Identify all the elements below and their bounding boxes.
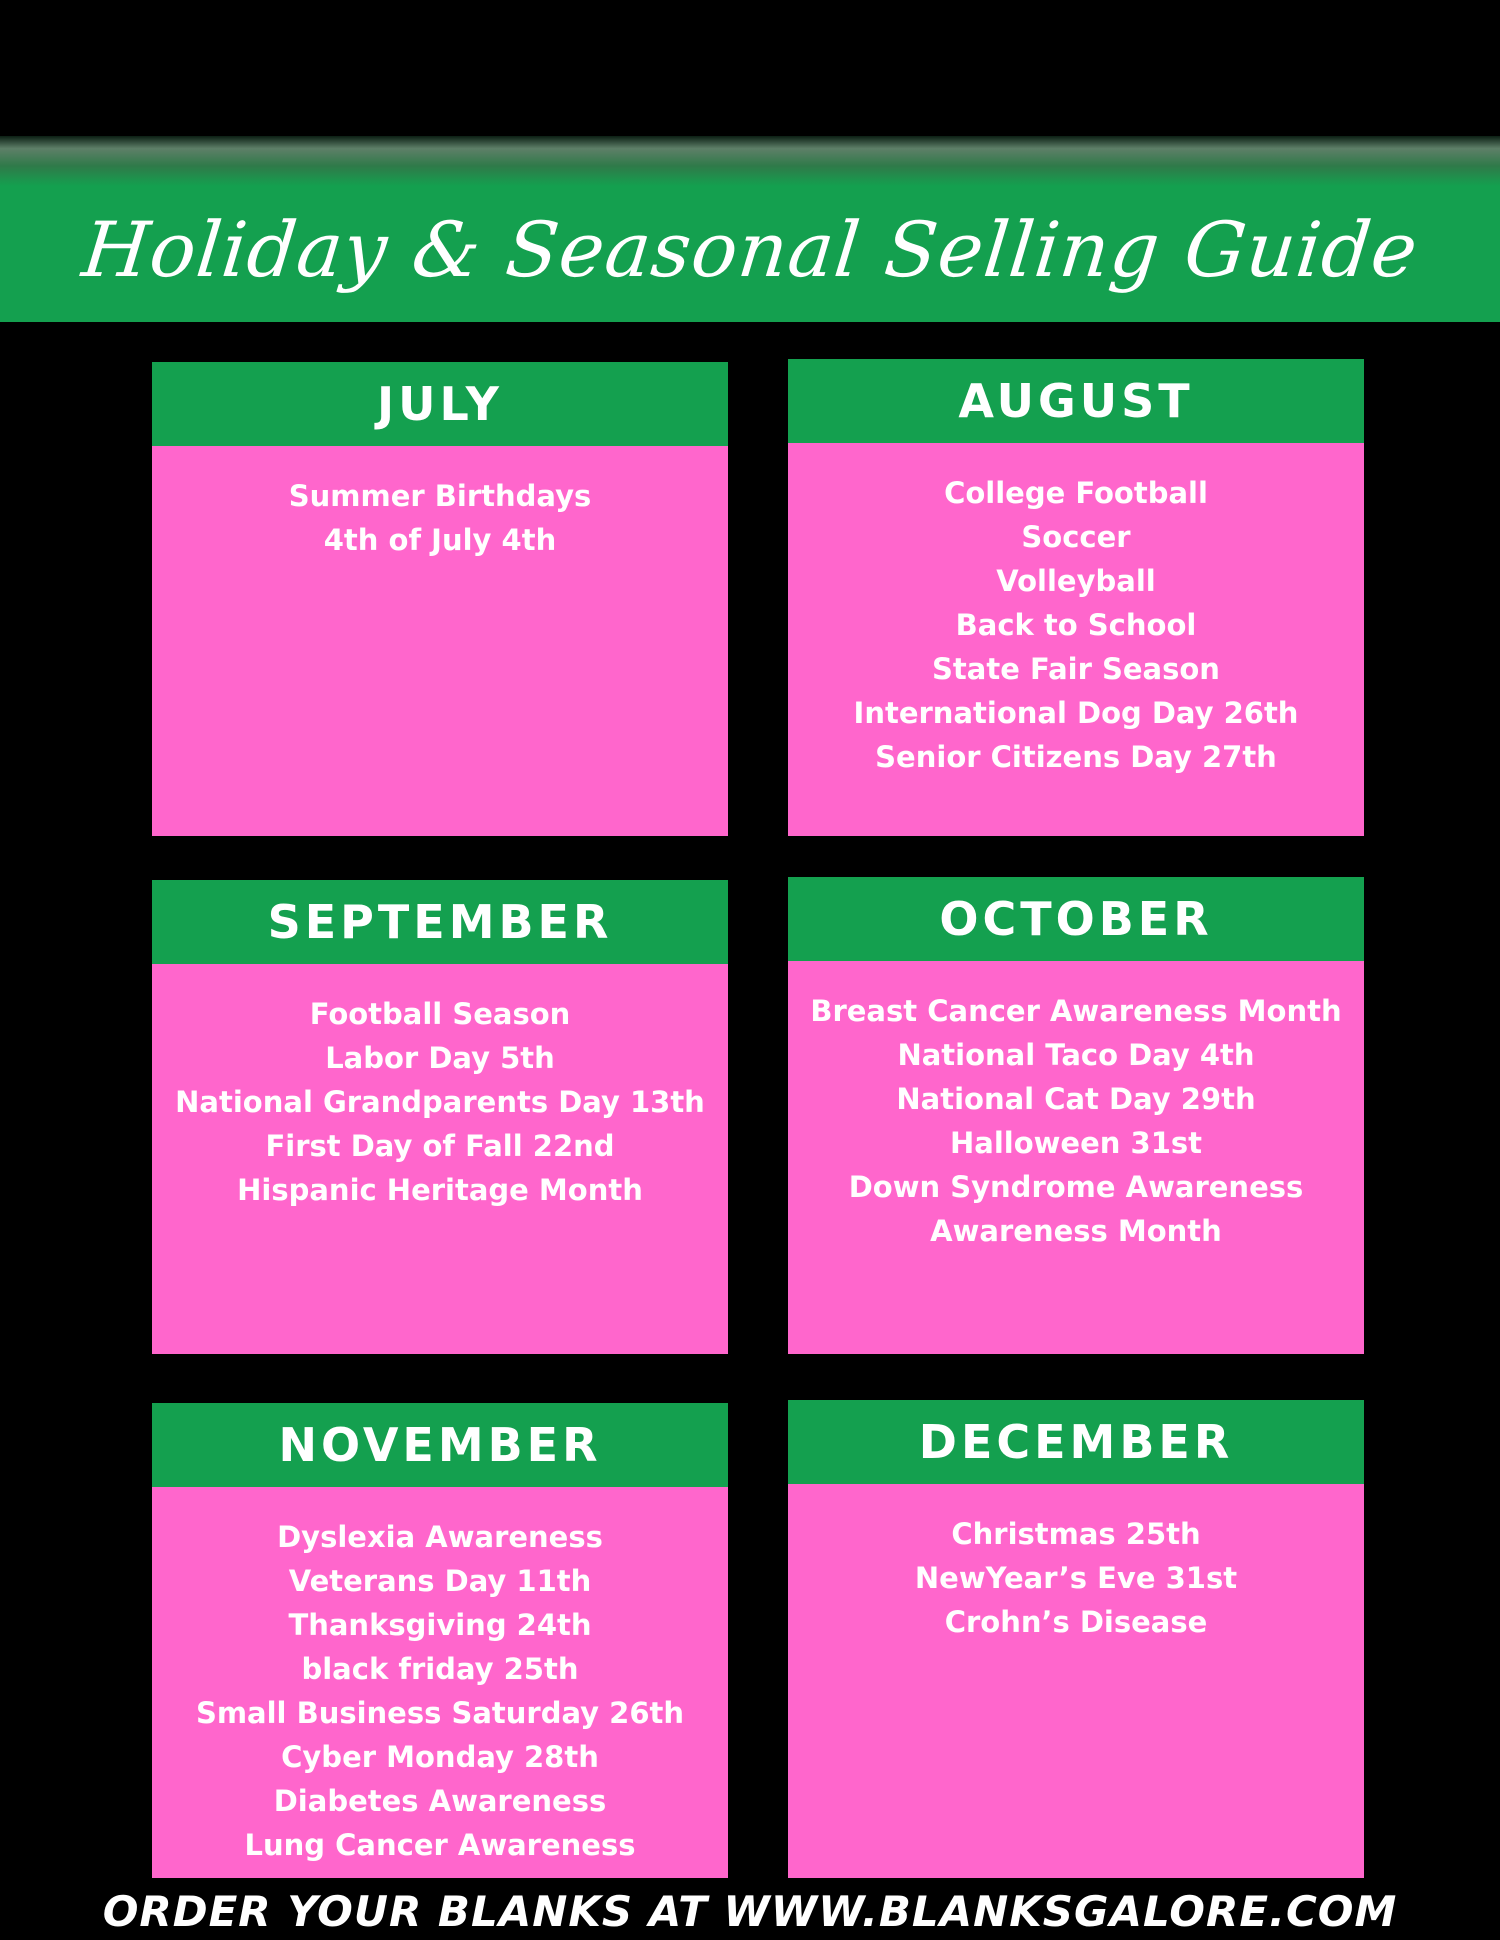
month-card-september (152, 880, 728, 1354)
event-item: Christmas 25th (951, 1517, 1201, 1551)
event-item: Senior Citizens Day 27th (875, 740, 1277, 774)
month-card-december (788, 1400, 1364, 1878)
event-item: Diabetes Awareness (273, 1784, 607, 1818)
event-item: black friday 25th (301, 1652, 579, 1686)
event-item: College Football (944, 476, 1208, 510)
event-item: First Day of Fall 22nd (265, 1129, 615, 1163)
event-item: Soccer (1021, 520, 1131, 554)
event-item: Summer Birthdays (288, 479, 592, 513)
month-name: SEPTEMBER (267, 895, 613, 949)
month-card-july (152, 362, 728, 836)
month-events (152, 964, 728, 1354)
event-item: Dyslexia Awareness (277, 1520, 603, 1554)
month-events (152, 1487, 728, 1878)
event-item: Lung Cancer Awareness (244, 1828, 636, 1862)
footer (0, 1882, 1500, 1940)
month-card-november (152, 1403, 728, 1878)
page-title: Holiday & Seasonal Selling Guide (77, 204, 1423, 294)
month-name: AUGUST (958, 374, 1194, 428)
event-item: National Grandparents Day 13th (175, 1085, 705, 1119)
event-item: NewYear’s Eve 31st (914, 1561, 1238, 1595)
event-item: Volleyball (996, 564, 1156, 598)
month-header (152, 362, 728, 446)
month-events (788, 443, 1364, 836)
event-item: Crohn’s Disease (944, 1605, 1208, 1639)
event-item: National Cat Day 29th (896, 1082, 1256, 1116)
event-item: Veterans Day 11th (288, 1564, 592, 1598)
event-item: Small Business Saturday 26th (195, 1696, 685, 1730)
month-card-october (788, 877, 1364, 1354)
event-item: 4th of July 4th (323, 523, 557, 557)
month-events (788, 961, 1364, 1354)
month-name: OCTOBER (939, 892, 1213, 946)
title-banner (0, 186, 1500, 322)
month-events (152, 446, 728, 836)
event-item: Halloween 31st (950, 1126, 1202, 1160)
month-header (152, 1403, 728, 1487)
top-decorative-strip (0, 136, 1500, 186)
month-name: NOVEMBER (278, 1418, 602, 1472)
event-item: Labor Day 5th (325, 1041, 555, 1075)
month-name: DECEMBER (918, 1415, 1234, 1469)
event-item: National Taco Day 4th (897, 1038, 1255, 1072)
footer-call-to-action: ORDER YOUR BLANKS AT WWW.BLANKSGALORE.COM (102, 1886, 1398, 1936)
event-item: Back to School (955, 608, 1197, 642)
event-item: Awareness Month (930, 1214, 1222, 1248)
event-item: International Dog Day 26th (853, 696, 1299, 730)
event-item: Football Season (309, 997, 571, 1031)
event-item: State Fair Season (932, 652, 1220, 686)
event-item: Hispanic Heritage Month (237, 1173, 643, 1207)
month-header (788, 359, 1364, 443)
month-events (788, 1484, 1364, 1878)
event-item: Down Syndrome Awareness (848, 1170, 1304, 1204)
month-header (152, 880, 728, 964)
event-item: Thanksgiving 24th (288, 1608, 592, 1642)
event-item: Breast Cancer Awareness Month (810, 994, 1342, 1028)
event-item: Cyber Monday 28th (281, 1740, 599, 1774)
month-header (788, 877, 1364, 961)
month-header (788, 1400, 1364, 1484)
month-name: JULY (377, 377, 503, 431)
month-card-august (788, 359, 1364, 836)
